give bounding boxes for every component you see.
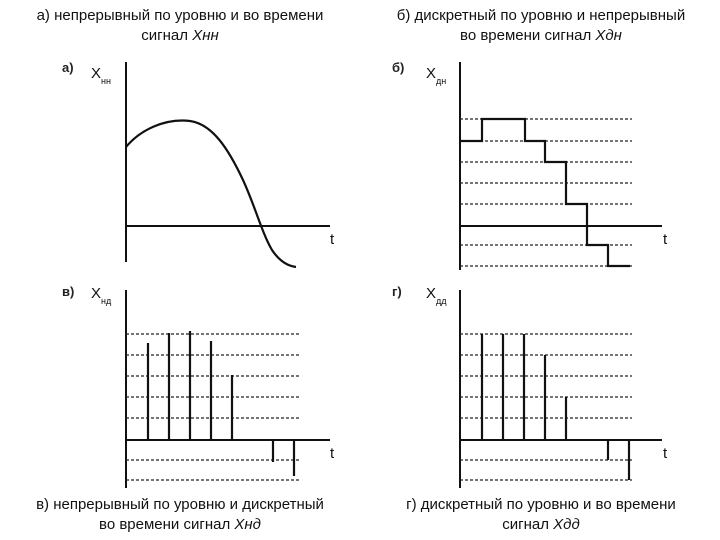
caption-b-line1: б) дискретный по уровню и непрерывный [396,7,686,24]
panel-b-tag: б) [392,60,405,75]
panel-a [62,60,335,267]
panel-c-y-sub: нд [101,296,112,306]
panel-a-y-sub: нн [101,76,111,86]
panel-a-y-label [91,65,111,86]
panel-b-x-label: t [663,231,668,248]
panel-a-y-main: X [91,65,102,82]
caption-c-prefix: во времени сигнал [99,516,235,533]
panel-a-tag: а) [62,60,74,75]
panel-d-y-label [426,285,447,306]
caption-b-prefix: во времени сигнал [460,27,596,44]
panel-d [392,284,668,488]
caption-a-line1: а) непрерывный по уровню и во времени [36,7,324,24]
panel-d-y-main: X [426,285,437,302]
panel-d-y-sub: дд [436,296,447,306]
panel-c [62,284,335,488]
caption-d-prefix: сигнал [502,516,554,533]
panel-b-y-sub: дн [436,76,447,86]
panel-c-y-label [91,285,112,306]
panel-d-tag: г) [392,284,402,299]
panel-b [392,60,668,270]
caption-c-line1: в) непрерывный по уровню и дискретный [36,496,324,513]
caption-d-var: Хдд [553,516,580,533]
caption-d-line1: г) дискретный по уровню и во времени [406,496,676,513]
panel-a-signal-curve [126,121,296,267]
panel-c-x-label: t [330,445,335,462]
panel-b-y-main: X [426,65,437,82]
caption-b-var: Хдн [595,27,622,44]
caption-a-prefix: сигнал [141,27,193,44]
caption-c-var: Хнд [234,516,261,533]
panel-a-x-label: t [330,231,335,248]
panel-d-x-label: t [663,445,668,462]
caption-a-var: Хнн [192,27,219,44]
panel-c-tag: в) [62,284,75,299]
panel-b-y-label [426,65,446,86]
panel-c-y-main: X [91,285,102,302]
